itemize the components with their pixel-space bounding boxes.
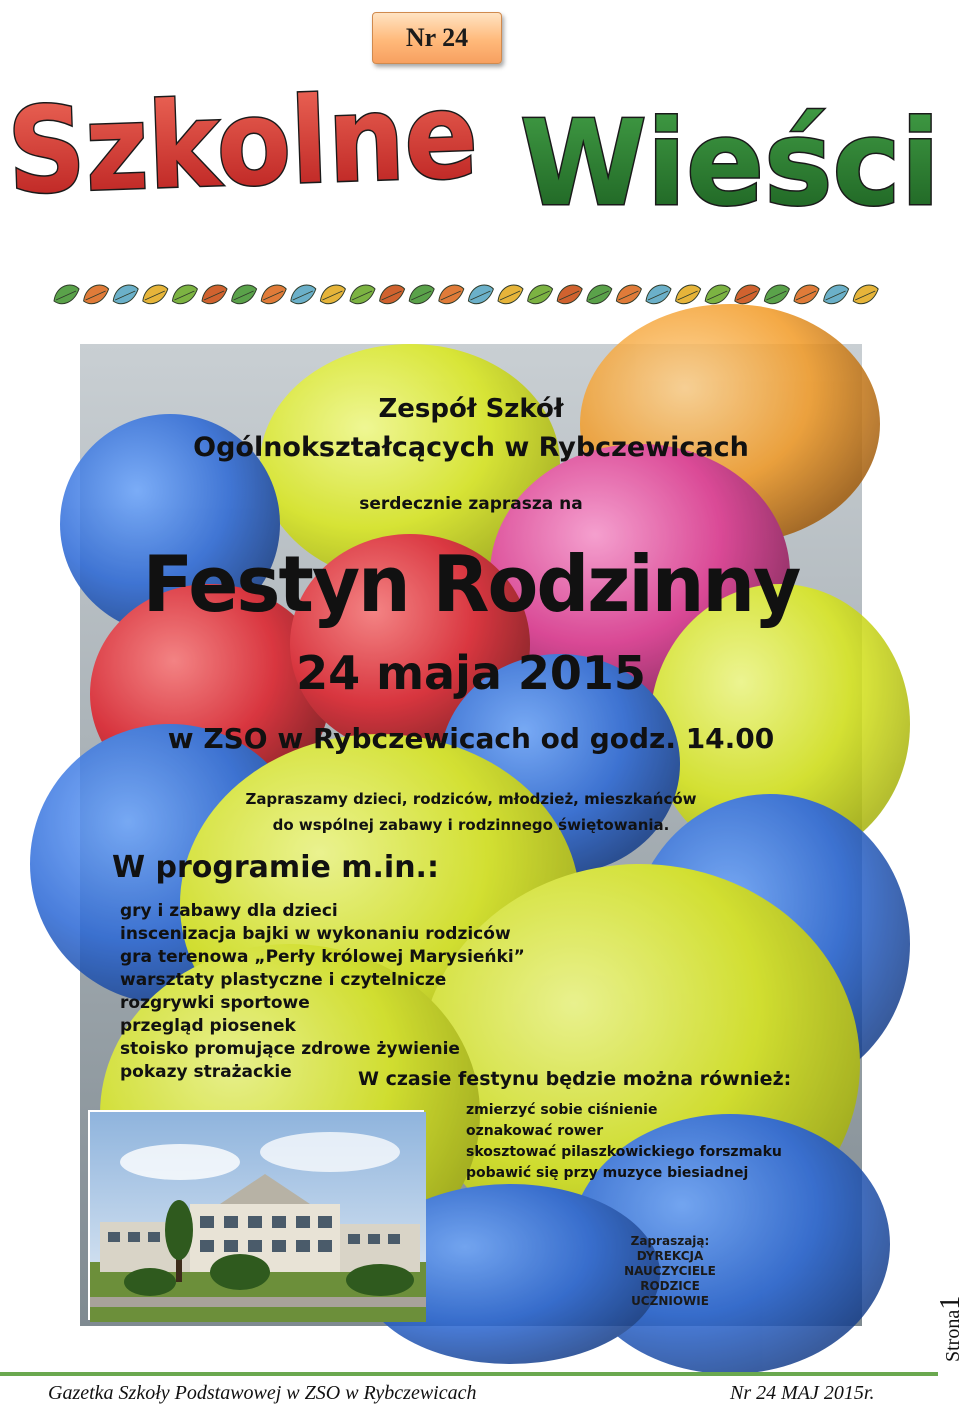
- leaf-icon: [646, 285, 671, 304]
- leaf-icon: [705, 285, 730, 304]
- event-place-time: w ZSO w Rybczewicach od godz. 14.00: [167, 722, 775, 755]
- leaf-icon: [232, 285, 257, 304]
- also-heading: W czasie festynu będzie można również:: [358, 1068, 792, 1090]
- invite-signature-block: [600, 1234, 740, 1309]
- leaf-icon: [676, 285, 701, 304]
- invite-line: RODZICE: [640, 1279, 700, 1293]
- event-poster: [80, 344, 862, 1326]
- masthead-title: [0, 66, 960, 236]
- event-title: Festyn Rodzinny: [142, 539, 800, 631]
- leaf-icon: [794, 285, 819, 304]
- school-building-photo: [88, 1110, 424, 1320]
- program-item: stoisko promujące zdrowe żywienie: [120, 1039, 460, 1059]
- program-item: rozgrywki sportowe: [120, 993, 310, 1013]
- leaf-icon: [143, 285, 168, 304]
- also-item: oznakować rower: [466, 1123, 604, 1139]
- leaf-icon: [380, 285, 405, 304]
- leaf-icon: [84, 285, 109, 304]
- footer-publication: Gazetka Szkoły Podstawowej w ZSO w Rybczewicach: [48, 1382, 477, 1404]
- program-item: gra terenowa „Perły królowej Marysieńki”: [120, 947, 525, 967]
- leaf-icon: [113, 285, 138, 304]
- program-item: warsztaty plastyczne i czytelnicze: [120, 970, 447, 990]
- program-item: gry i zabawy dla dzieci: [120, 901, 338, 921]
- page-number-label: Strona: [942, 1309, 964, 1362]
- welcome-line-2: do wspólnej zabawy i rodzinnego świętowania.: [272, 816, 670, 834]
- program-heading: W programie m.in.:: [112, 850, 439, 885]
- school-name-line-1: Zespół Szkół: [378, 394, 564, 424]
- invite-text: serdecznie zaprasza na: [359, 494, 583, 514]
- leaf-border: [52, 278, 890, 312]
- masthead-word-1: Szkolne: [5, 64, 525, 221]
- invite-line: Zapraszają:: [630, 1234, 710, 1248]
- leaf-icon: [468, 285, 493, 304]
- issue-number: Nr 24: [405, 23, 469, 52]
- leaf-icon: [291, 285, 316, 304]
- masthead-word-2: Wieści: [520, 94, 940, 232]
- also-list: [466, 1100, 782, 1184]
- program-item: pokazy strażackie: [120, 1062, 292, 1082]
- event-date: 24 maja 2015: [296, 646, 646, 700]
- also-item: pobawić się przy muzyce biesiadnej: [466, 1165, 749, 1181]
- page-number-value: 1: [935, 1295, 966, 1310]
- leaf-icon: [202, 285, 227, 304]
- leaf-icon: [409, 285, 434, 304]
- leaf-icon: [764, 285, 789, 304]
- program-item: przegląd piosenek: [120, 1016, 296, 1036]
- leaf-icon: [498, 285, 523, 304]
- invite-line: UCZNIOWIE: [631, 1294, 709, 1308]
- leaf-icon: [172, 285, 197, 304]
- leaf-icon: [528, 285, 553, 304]
- issue-badge: [372, 12, 502, 64]
- school-name-line-2: Ogólnokształcących w Rybczewicach: [193, 432, 749, 463]
- footer-rule: [0, 1372, 938, 1376]
- leaf-icon: [616, 285, 641, 304]
- leaf-icon: [320, 285, 345, 304]
- also-item: skosztować pilaszkowickiego forszmaku: [466, 1144, 782, 1160]
- invite-line: NAUCZYCIELE: [624, 1264, 716, 1278]
- leaf-icon: [261, 285, 286, 304]
- leaf-icon: [350, 285, 375, 304]
- leaf-icon: [557, 285, 582, 304]
- leaf-icon: [439, 285, 464, 304]
- also-item: zmierzyć sobie ciśnienie: [466, 1102, 658, 1118]
- welcome-line-1: Zapraszamy dzieci, rodziców, młodzież, mieszkańców: [245, 790, 697, 808]
- invite-line: DYREKCJA: [636, 1249, 704, 1263]
- leaf-icon: [587, 285, 612, 304]
- program-item: inscenizacja bajki w wykonaniu rodziców: [120, 924, 511, 944]
- leaf-icon: [824, 285, 849, 304]
- leaf-icon: [735, 285, 760, 304]
- footer-issue-date: Nr 24 MAJ 2015r.: [730, 1382, 875, 1404]
- leaf-icon: [853, 285, 878, 304]
- leaf-icon: [54, 285, 79, 304]
- page-number: [935, 1162, 965, 1362]
- program-list: [120, 900, 525, 1084]
